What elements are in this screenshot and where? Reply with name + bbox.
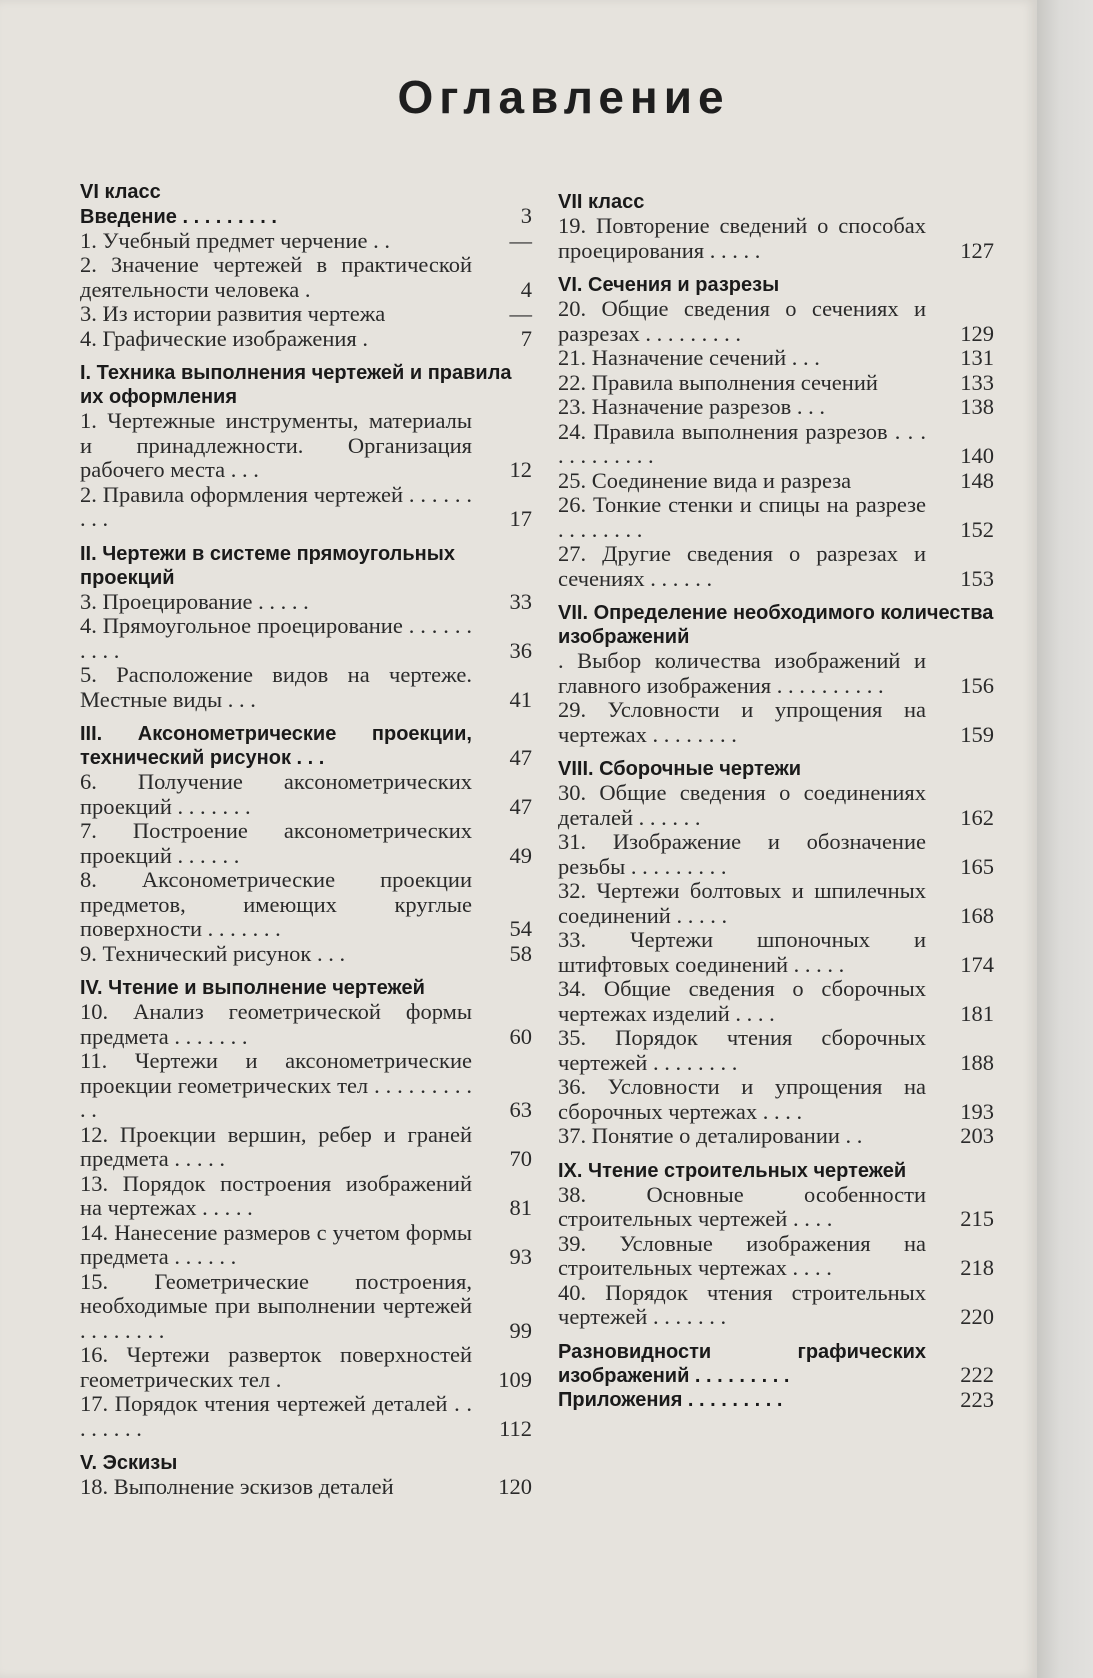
toc-entry: [80, 204, 532, 229]
page-number: 47: [509, 793, 532, 819]
entry-title: 7. Построение аксонометрических проекций . . . . . .: [80, 818, 472, 868]
entry-title: 4. Прямоугольное проецирование . . . . . . . . . .: [80, 613, 472, 663]
toc-entry: [558, 542, 994, 591]
entry-title: 31. Изображение и обозначение резьбы . . . . . . . . .: [558, 829, 926, 879]
page-number: 193: [960, 1098, 994, 1124]
page-number: 70: [509, 1146, 532, 1171]
toc-entry: [80, 1000, 532, 1049]
entry-title: 33. Чертежи шпоночных и штифтовых соединений . . . . .: [558, 927, 926, 977]
page-number: 165: [960, 853, 994, 879]
entry-title: 18. Выполнение эскизов деталей: [80, 1474, 394, 1499]
toc-entry: [80, 1123, 532, 1172]
toc-entry: [80, 1475, 532, 1500]
entry-title: 37. Понятие о деталировании . .: [558, 1123, 863, 1148]
toc-entry: [558, 214, 994, 263]
entry-title: 40. Порядок чтения строительных чертежей . . . . . . .: [558, 1279, 926, 1329]
grade-heading: VI класс: [80, 181, 161, 203]
page-number: 120: [498, 1474, 532, 1499]
toc-entry: [558, 1281, 994, 1330]
toc-entry: [80, 722, 532, 770]
page-number: 33: [509, 588, 532, 614]
toc-entry: [80, 590, 532, 615]
chapter-heading: II. Чертежи в системе прямоугольных проекций: [80, 542, 455, 589]
page-number: 156: [960, 672, 994, 698]
toc-entry: [80, 1172, 532, 1221]
page-number: 153: [960, 565, 994, 591]
entry-title: 2. Значение чертежей в практической деятельности человека .: [80, 252, 472, 302]
entry-title: 10. Анализ геометрической формы предмета . . . . . . .: [80, 999, 472, 1049]
toc-entry: [558, 346, 994, 371]
toc-entry: [80, 483, 532, 532]
toc-section-ch5: [80, 1451, 532, 1500]
toc-section-grade7: [558, 190, 994, 263]
toc-entry: [558, 1340, 994, 1388]
entry-title: 6. Получение аксонометрических проекций . . . . . . .: [80, 769, 472, 819]
page-number: —: [509, 301, 532, 326]
page-number: 129: [960, 320, 994, 346]
toc-entry: [558, 928, 994, 977]
toc-entry: [558, 781, 994, 830]
toc-entry: [80, 1221, 532, 1270]
toc-entry: [80, 1392, 532, 1441]
toc-entry: [80, 1049, 532, 1123]
page-number: 17: [509, 506, 532, 531]
page-number: 218: [960, 1255, 994, 1280]
chapter-heading: IX. Чтение строительных чертежей: [558, 1159, 907, 1182]
chapter-heading: VII. Определение необходимого количества изображений: [558, 602, 994, 648]
toc-entry: [558, 1075, 994, 1124]
page-number: 215: [960, 1206, 994, 1231]
toc-entry: [80, 327, 532, 352]
entry-title: 24. Правила выполнения разрезов . . . . . . . . . . . .: [558, 418, 926, 468]
toc-entry: [558, 297, 994, 346]
chapter-heading: Разновидности графических изображений . . . . . . . . .: [558, 1340, 926, 1387]
page-edge: [1037, 0, 1093, 1678]
toc-entry: [558, 830, 994, 879]
toc-right-column: [558, 190, 994, 1422]
page-number: 49: [509, 842, 532, 868]
entry-title: 39. Условные изображения на строительных чертежах . . . .: [558, 1230, 926, 1280]
entry-title: 15. Геометрические построения, необходимые при выполнении чертежей . . . . . . . .: [80, 1268, 472, 1343]
page-number: —: [509, 227, 532, 253]
entry-title: 11. Чертежи и аксонометрические проекции геометрических тел . . . . . . . . . . .: [80, 1048, 472, 1122]
toc-section-ch2: [80, 542, 532, 713]
toc-section-ch9: [558, 1159, 994, 1330]
page-title: Оглавление: [397, 71, 730, 123]
toc-section-intro: [80, 180, 532, 351]
entry-title: 13. Порядок построения изображений на чертежах . . . . .: [80, 1170, 472, 1220]
chapter-heading: VI. Сечения и разрезы: [558, 274, 780, 296]
toc-section-ch6: [558, 273, 994, 591]
entry-title: 25. Соединение вида и разреза: [558, 467, 852, 493]
toc-entry: [558, 649, 994, 698]
page-number: 47: [509, 744, 532, 770]
page-number: 140: [960, 443, 994, 468]
toc-entry: [558, 493, 994, 542]
entry-title: 3. Из истории развития чертежа: [80, 301, 386, 326]
page-number: 181: [960, 1000, 994, 1026]
page-number: 12: [509, 457, 532, 482]
entry-title: 1. Чертежные инструменты, материалы и принадлежности. Организация рабочего места . . .: [80, 408, 472, 482]
page-number: 131: [960, 345, 994, 370]
entry-title: . Выбор количества изображений и главного изображения . . . . . . . . . .: [558, 648, 926, 698]
toc-entry: [558, 1232, 994, 1281]
toc-section-ch8: [558, 757, 994, 1149]
page-number: 99: [509, 1317, 532, 1343]
chapter-heading: III. Аксонометрические проекции, технический рисунок . . .: [80, 723, 472, 769]
toc-entry: [80, 868, 532, 942]
toc-section-ch3: [80, 722, 532, 966]
entry-title: 30. Общие сведения о соединениях деталей . . . . . .: [558, 780, 926, 830]
page-number: 4: [520, 276, 532, 302]
toc-entry: [80, 1270, 532, 1344]
entry-title: 23. Назначение разрезов . . .: [558, 394, 826, 419]
entry-title: 27. Другие сведения о разрезах и сечениях . . . . . .: [558, 541, 926, 591]
page-number: 93: [509, 1244, 532, 1269]
entry-title: 26. Тонкие стенки и спицы на разрезе . . . . . . . .: [558, 492, 926, 542]
entry-title: 1. Учебный предмет черчение . .: [80, 227, 390, 253]
entry-title: 4. Графические изображения .: [80, 325, 369, 351]
page-number: 3: [520, 203, 532, 228]
page-number: 223: [960, 1386, 994, 1412]
toc-entry: [558, 1026, 994, 1075]
entry-title: 36. Условности и упрощения на сборочных чертежах . . . .: [558, 1074, 926, 1124]
toc-entry: [558, 698, 994, 747]
entry-title: 2. Правила оформления чертежей . . . . . . . . .: [80, 481, 472, 531]
chapter-heading: IV. Чтение и выполнение чертежей: [80, 977, 425, 999]
entry-title: 5. Расположение видов на чертеже. Местные виды . . .: [80, 662, 472, 712]
page-number: 133: [960, 369, 994, 395]
page-number: 60: [509, 1023, 532, 1049]
page-number: 127: [960, 237, 994, 263]
entry-title: 21. Назначение сечений . . .: [558, 345, 820, 370]
page-number: 220: [960, 1304, 994, 1329]
entry-title: 16. Чертежи разверток поверхностей геометрических тел .: [80, 1342, 472, 1392]
toc-entry: [558, 879, 994, 928]
page-number: 148: [960, 467, 994, 493]
page-number: 7: [520, 325, 532, 351]
entry-title: 19. Повторение сведений о способах проецирования . . . . .: [558, 213, 926, 263]
toc-entry: [80, 302, 532, 327]
toc-entry: [558, 1124, 994, 1149]
toc-entry: [558, 420, 994, 469]
entry-title: 35. Порядок чтения сборочных чертежей . . . . . . . .: [558, 1025, 926, 1075]
toc-section-extra: [558, 1340, 994, 1413]
toc-left-column: [80, 180, 532, 1510]
page-number: 54: [509, 916, 532, 941]
page-number: 63: [509, 1097, 532, 1122]
toc-entry: [80, 942, 532, 967]
toc-entry: [80, 819, 532, 868]
toc-entry: [80, 770, 532, 819]
toc-entry: [80, 409, 532, 483]
chapter-heading: V. Эскизы: [80, 1452, 178, 1474]
entry-title: 8. Аксонометрические проекции предметов, имеющих круглые поверхности . . . . . . .: [80, 867, 472, 941]
toc-entry: [558, 1183, 994, 1232]
entry-title: 38. Основные особенности строительных чертежей . . . .: [558, 1181, 926, 1231]
entry-title: 12. Проекции вершин, ребер и граней предмета . . . . .: [80, 1121, 472, 1171]
toc-section-ch7: [558, 601, 994, 747]
page-number: 41: [509, 686, 532, 712]
entry-title: 34. Общие сведения о сборочных чертежах изделий . . . .: [558, 976, 926, 1026]
entry-title: 32. Чертежи болтовых и шпилечных соединений . . . . .: [558, 878, 926, 928]
section-heading: Введение . . . . . . . . .: [80, 205, 277, 228]
entry-title: 9. Технический рисунок . . .: [80, 940, 346, 966]
page-number: 168: [960, 902, 994, 928]
entry-title: 14. Нанесение размеров с учетом формы предмета . . . . . .: [80, 1219, 472, 1269]
toc-entry: [558, 371, 994, 396]
page-number: 81: [509, 1195, 532, 1220]
toc-entry: [80, 253, 532, 302]
page-number: 138: [960, 394, 994, 419]
page-number: 112: [499, 1415, 532, 1441]
page-number: 162: [960, 804, 994, 830]
entry-title: 22. Правила выполнения сечений: [558, 369, 878, 395]
chapter-heading: I. Техника выполнения чертежей и правила их оформления: [80, 362, 512, 408]
toc-section-ch1: [80, 361, 532, 532]
entry-title: 17. Порядок чтения чертежей деталей . . . . . . . .: [80, 1391, 472, 1441]
toc-entry: [80, 229, 532, 254]
toc-entry: [80, 1343, 532, 1392]
toc-entry: [558, 469, 994, 494]
page-number: 188: [960, 1049, 994, 1075]
toc-entry: [80, 663, 532, 712]
page-number: 203: [960, 1123, 994, 1148]
toc-entry: [558, 1388, 994, 1413]
appendix-heading: Приложения . . . . . . . . .: [558, 1389, 783, 1411]
page-number: 222: [960, 1362, 994, 1387]
toc-entry: [558, 977, 994, 1026]
grade-heading: VII класс: [558, 191, 645, 213]
page-number: 159: [960, 721, 994, 747]
entry-title: 20. Общие сведения о сечениях и разрезах . . . . . . . . .: [558, 296, 926, 346]
page-number: 36: [509, 637, 532, 663]
page-number: 109: [498, 1366, 532, 1392]
page-number: 58: [509, 940, 532, 966]
entry-title: 29. Условности и упрощения на чертежах . . . . . . . .: [558, 697, 926, 747]
page-number: 174: [960, 951, 994, 977]
chapter-heading: VIII. Сборочные чертежи: [558, 758, 802, 780]
entry-title: 3. Проецирование . . . . .: [80, 588, 309, 614]
toc-section-ch4: [80, 976, 532, 1441]
toc-entry: [558, 395, 994, 420]
toc-entry: [80, 614, 532, 663]
page-number: 152: [960, 516, 994, 542]
